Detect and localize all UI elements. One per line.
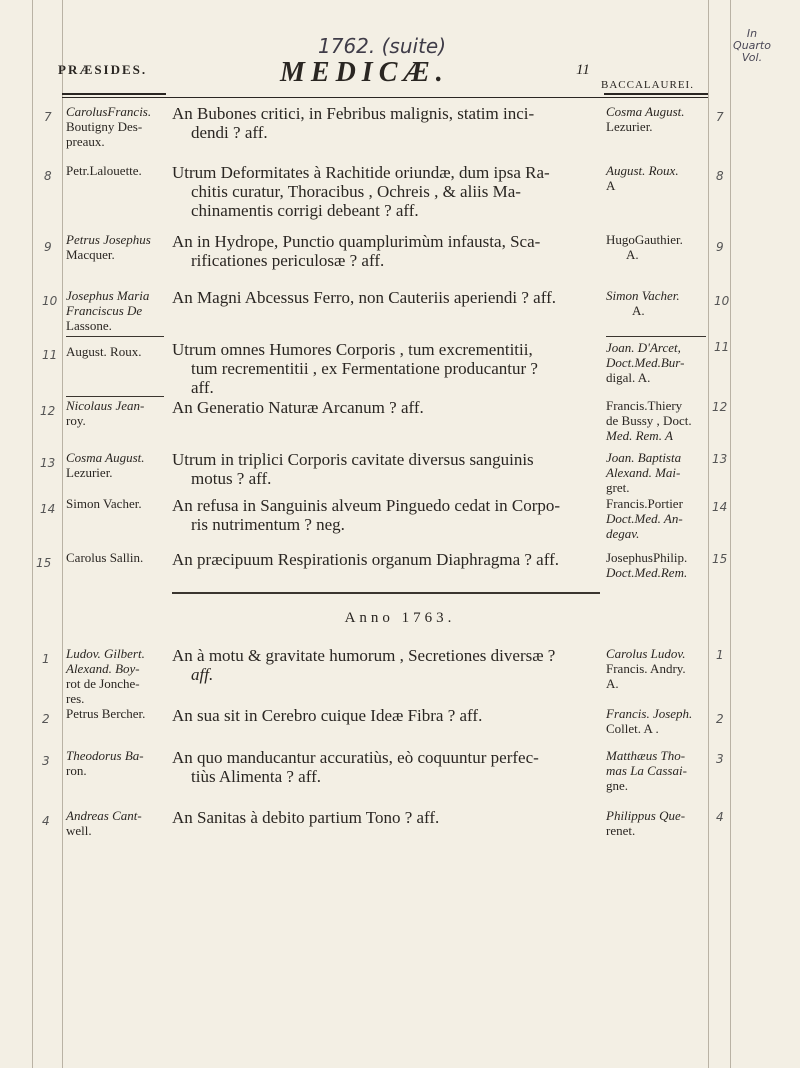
- quaestio-text: Utrum Deformitates à Rachitide oriundæ, dum ipsa Ra- chitis curatur, Thoracibus , Ochreis , & aliis Ma- chinamentis corrigi debeant ? aff.: [172, 163, 550, 220]
- quaestio-text: An præcipuum Respirationis organum Diaphragma ? aff.: [172, 550, 559, 569]
- right-margin-number: 8: [716, 169, 724, 183]
- margin-number: 1: [42, 652, 50, 666]
- praeses-name: Ludov. Gilbert. Alexand. Boy- rot de Jonche- res.: [66, 646, 145, 706]
- divider-rule: [66, 396, 164, 397]
- presides-column-rule: [62, 0, 63, 1068]
- quaestio-text: An sua sit in Cerebro cuique Ideæ Fibra ? aff.: [172, 706, 483, 725]
- header-rule-left: [62, 93, 166, 95]
- divider-rule: [606, 336, 706, 337]
- right-margin-number: 15: [712, 552, 728, 566]
- year-heading: Anno 1763.: [344, 610, 456, 626]
- quaestio-text: An Generatio Naturæ Arcanum ? aff.: [172, 398, 424, 417]
- praeses-name: Petrus Bercher.: [66, 706, 146, 721]
- baccalaureus-name: Cosma August. Lezurier.: [606, 104, 685, 134]
- baccalaureus-name: Francis. Joseph. Collet. A .: [606, 706, 693, 736]
- right-margin-number: 14: [712, 500, 728, 514]
- praeses-name: Petr.Lalouette.: [66, 163, 142, 178]
- margin-number: 7: [44, 110, 52, 124]
- margin-number: 15: [36, 556, 52, 570]
- margin-number: 13: [40, 456, 56, 470]
- quaestio-text: An Bubones critici, in Febribus malignis, statim inci- dendi ? aff.: [172, 104, 535, 142]
- right-margin-number: 10: [714, 294, 730, 308]
- right-margin-number: 3: [716, 752, 724, 766]
- praeses-name: Nicolaus Jean- roy.: [66, 398, 145, 428]
- quaestio-text: An refusa in Sanguinis alveum Pinguedo cedat in Corpo- ris nutrimentum ? neg.: [172, 496, 561, 534]
- praeses-name: Petrus Josephus Macquer.: [66, 232, 151, 262]
- quaestio-text: An Sanitas à debito partium Tono ? aff.: [172, 808, 440, 827]
- baccalaureus-name: Philippus Que- renet.: [606, 808, 686, 838]
- baccalaureus-name: Matthæus Tho- mas La Cassai- gne.: [606, 748, 687, 793]
- margin-number: 8: [44, 169, 52, 183]
- praeses-name: Simon Vacher.: [66, 496, 142, 511]
- quaestio-text: Utrum in triplici Corporis cavitate diversus sanguinis motus ? aff.: [172, 450, 534, 488]
- right-margin-number: 7: [716, 110, 724, 124]
- header-rule-right: [604, 93, 708, 95]
- praeses-name: Cosma August. Lezurier.: [66, 450, 145, 480]
- baccalaureus-name: Joan. D'Arcet, Doct.Med.Bur- digal. A.: [606, 340, 685, 385]
- quaestio-text: An à motu & gravitate humorum , Secretiones diversæ ? aff.: [172, 646, 556, 684]
- header-baccalaurei: BACCALAUREI.: [601, 79, 694, 91]
- baccalaureus-name: Joan. Baptista Alexand. Mai- gret.: [606, 450, 682, 495]
- right-margin-number: 13: [712, 452, 728, 466]
- margin-number: 9: [44, 240, 52, 254]
- praeses-name: Carolus Sallin.: [66, 550, 144, 565]
- handwritten-top-note: 1762. (suite): [318, 34, 447, 58]
- praeses-name: Josephus Maria Franciscus De Lassone.: [66, 288, 150, 333]
- section-separator-rule: [172, 592, 600, 594]
- page-number: 11: [576, 62, 590, 78]
- right-margin-number: 4: [716, 810, 724, 824]
- right-margin-rule: [730, 0, 731, 1068]
- baccalaurei-column-rule: [708, 0, 709, 1068]
- margin-number: 12: [40, 404, 56, 418]
- baccalaureus-name: Francis.Thiery de Bussy , Doct. Med. Rem. A: [606, 398, 692, 443]
- baccalaureus-name: August. Roux. A: [606, 163, 679, 193]
- praeses-name: August. Roux.: [66, 344, 142, 359]
- margin-number: 10: [42, 294, 58, 308]
- quaestio-text: Utrum omnes Humores Corporis , tum excrementitii, tum recrementitii , ex Fermentatione producantur ? aff.: [172, 340, 538, 397]
- handwritten-corner-note: In Quarto Vol.: [733, 27, 771, 64]
- praeses-name: Theodorus Ba- ron.: [66, 748, 144, 778]
- quaestio-text: An in Hydrope, Punctio quamplurimùm infausta, Sca- rificationes periculosæ ? aff.: [172, 232, 541, 270]
- margin-number: 11: [42, 348, 58, 362]
- header-title: MEDICÆ.: [280, 57, 449, 88]
- baccalaureus-name: HugoGauthier. A.: [606, 232, 683, 262]
- margin-number: 2: [42, 712, 50, 726]
- right-margin-number: 9: [716, 240, 724, 254]
- baccalaureus-name: Carolus Ludov. Francis. Andry. A.: [606, 646, 686, 691]
- margin-number: 14: [40, 502, 56, 516]
- praeses-name: CarolusFrancis. Boutigny Des- preaux.: [66, 104, 152, 149]
- baccalaureus-name: Simon Vacher. A.: [606, 288, 680, 318]
- baccalaureus-name: JosephusPhilip. Doct.Med.Rem.: [606, 550, 688, 580]
- praeses-name: Andreas Cant- well.: [66, 808, 142, 838]
- divider-rule: [66, 336, 164, 337]
- header-praesides: PRÆSIDES.: [58, 62, 148, 77]
- baccalaureus-name: Francis.Portier Doct.Med. An- degav.: [606, 496, 683, 541]
- header-rule-full: [62, 97, 708, 98]
- right-margin-number: 11: [714, 340, 730, 354]
- margin-number: 4: [42, 814, 50, 828]
- right-margin-number: 12: [712, 400, 728, 414]
- quaestio-text: An Magni Abcessus Ferro, non Cauteriis aperiendi ? aff.: [172, 288, 556, 307]
- margin-number: 3: [42, 754, 50, 768]
- quaestio-text: An quo manducantur accuratiùs, eò coquuntur perfec- tiùs Alimenta ? aff.: [172, 748, 539, 786]
- left-margin-rule: [32, 0, 33, 1068]
- right-margin-number: 1: [716, 648, 724, 662]
- right-margin-number: 2: [716, 712, 724, 726]
